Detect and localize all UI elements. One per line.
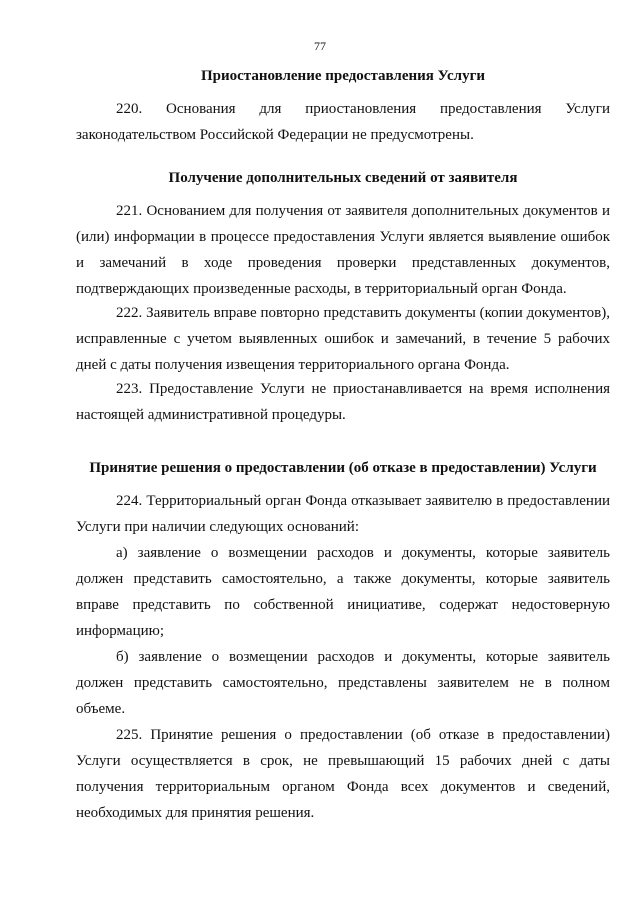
paragraph-220: 220. Основания для приостановления предоставления Услуги законодательством Российской Федерации не предусмотрены. xyxy=(76,101,610,143)
section-heading-decision: Принятие решения о предоставлении (об отказе в предоставлении) Услуги xyxy=(89,460,597,476)
page-number: 77 xyxy=(314,39,326,53)
section-heading-additional-info: Получение дополнительных сведений от заявителя xyxy=(168,170,518,186)
paragraph-224: 224. Территориальный орган Фонда отказывает заявителю в предоставлении Услуги при наличии следующих оснований: xyxy=(76,493,610,535)
section-heading-suspension: Приостановление предоставления Услуги xyxy=(200,68,486,84)
paragraph-225: 225. Принятие решения о предоставлении (об отказе в предоставлении) Услуги осуществляется в срок, не превышающий 15 рабочих дней с даты получения территориальным органом Фонда всех документов и сведений, необходимых для принятия решения. xyxy=(76,727,610,821)
paragraph-223: 223. Предоставление Услуги не приостанавливается на время исполнения настоящей административной процедуры. xyxy=(76,381,610,423)
paragraph-224-b: б) заявление о возмещении расходов и документы, которые заявитель должен представить самостоятельно, представлены заявителем не в полном объеме. xyxy=(76,649,610,717)
paragraph-222: 222. Заявитель вправе повторно представить документы (копии документов), исправленные с учетом выявленных ошибок и замечаний, в течение 5 рабочих дней с даты получения извещения территориального органа Фонда. xyxy=(76,305,610,373)
paragraph-224-a: а) заявление о возмещении расходов и документы, которые заявитель должен представить самостоятельно, а также документы, которые заявитель вправе представить по собственной инициативе, содержат недостоверную информацию; xyxy=(76,545,610,639)
paragraph-221: 221. Основанием для получения от заявителя дополнительных документов и (или) информации в процессе предоставления Услуги является выявление ошибок и замечаний в ходе проведения проверки представленных документов, подтверждающих произведенные расходы, в территориальный орган Фонда. xyxy=(76,203,610,297)
